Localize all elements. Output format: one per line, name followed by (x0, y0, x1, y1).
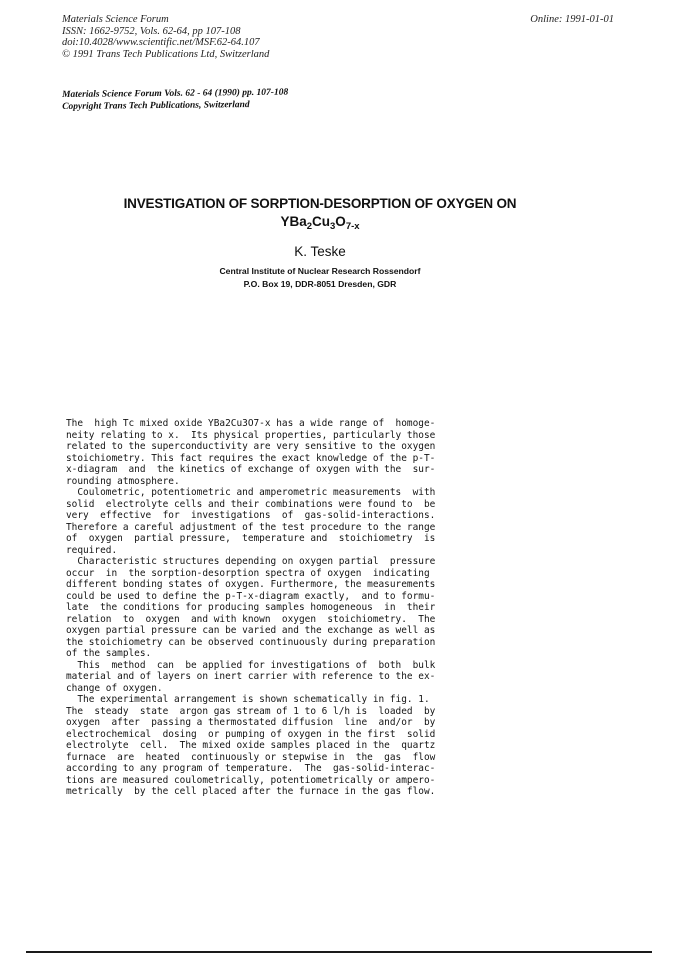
body-text-line: tions are measured coulometrically, potentiometrically or ampero- (66, 774, 436, 786)
paper-title-formula (0, 213, 640, 235)
body-text-line: of the samples. (66, 648, 152, 659)
body-text-line: solid electrolyte cells and their combinations were found to be (66, 498, 436, 510)
body-text-line: metrically by the cell placed after the furnace in the gas flow. (66, 786, 436, 797)
journal-reference (62, 88, 288, 113)
body-text-line: late the conditions for producing samples homogeneous in their (66, 602, 436, 613)
body-text-line: very effective for investigations of gas-solid-interactions. (66, 510, 436, 521)
body-text-line: could be used to define the p-T-x-diagram exactly, and to formu- (66, 590, 436, 602)
metadata-copyright: © 1991 Trans Tech Publications Ltd, Switzerland (62, 48, 270, 60)
journal-volume-line: Materials Science Forum Vols. 62 - 64 (1990) pp. 107-108 (62, 87, 289, 100)
bottom-rule (26, 951, 652, 953)
body-text-line: x-diagram and the kinetics of exchange of oxygen with the sur- (66, 464, 436, 475)
body-text-line: The steady state argon gas stream of 1 to 6 l/h is loaded by (66, 705, 436, 717)
online-date: Online: 1991-01-01 (530, 14, 614, 25)
body-text-line: the stoichiometry can be observed continuously during preparation (66, 636, 436, 648)
body-text-line: oxygen after passing a thermostated diffusion line and/or by (66, 717, 436, 728)
affiliation-institute: Central Institute of Nuclear Research Rossendorf (219, 266, 421, 276)
body-text-line: related to the superconductivity are very sensitive to the oxygen (66, 441, 436, 452)
body-text-line: different bonding states of oxygen. Furthermore, the measurements (66, 579, 436, 590)
body-text-line: oxygen partial pressure can be varied and the exchange as well as (66, 625, 436, 636)
formula-subscript: 3 (330, 221, 336, 232)
body-text-line: The high Tc mixed oxide YBa2Cu3O7-x has a wide range of homoge- (66, 418, 436, 429)
body-text (66, 418, 586, 798)
body-text-line: neity relating to x. Its physical properties, particularly those (66, 429, 436, 441)
body-text-line: The experimental arrangement is shown schematically in fig. 1. (66, 694, 430, 705)
formula-subscript: 7-x (345, 221, 360, 232)
body-text-line: Coulometric, potentiometric and amperometric measurements with (66, 487, 436, 498)
metadata-doi[interactable]: doi:10.4028/www.scientific.net/MSF.62-64.107 (62, 37, 260, 48)
body-text-line: occur in the sorption-desorption spectra of oxygen indicating (66, 567, 430, 579)
body-text-line: furnace are heated continuously or stepwise in the gas flow (66, 751, 436, 763)
journal-copyright-line: Copyright Trans Tech Publications, Switzerland (62, 99, 250, 112)
body-text-line: electrolyte cell. The mixed oxide samples placed in the quartz (66, 740, 436, 751)
paper-title: INVESTIGATION OF SORPTION-DESORPTION OF OXYGEN ON (123, 196, 517, 211)
metadata-journal-name: Materials Science Forum (62, 14, 169, 25)
body-text-line: Characteristic structures depending on oxygen partial pressure (66, 556, 436, 567)
body-text-line: according to any program of temperature. The gas-solid-interac- (66, 763, 436, 774)
formula-subscript: 2 (306, 221, 312, 232)
body-text-line: material and of layers on inert carrier with reference to the ex- (66, 671, 436, 682)
body-text-line: relation to oxygen and with known oxygen stoichiometry. The (66, 613, 436, 625)
formula-part: Cu (312, 214, 330, 229)
body-text-line: This method can be applied for investigations of both bulk (66, 659, 436, 671)
body-text-line: rounding atmosphere. (66, 475, 180, 487)
body-text-line: stoichiometry. This fact requires the exact knowledge of the p-T- (66, 452, 436, 464)
formula-part: YBa (280, 214, 307, 229)
author-name: K. Teske (294, 244, 346, 259)
publication-metadata (62, 14, 269, 60)
body-text-line: electrochemical dosing or pumping of oxygen in the first solid (66, 728, 436, 740)
body-text-line: of oxygen partial pressure, temperature and stoichiometry is (66, 533, 436, 544)
body-text-line: Therefore a careful adjustment of the test procedure to the range (66, 521, 436, 533)
body-text-line: change of oxygen. (66, 682, 163, 694)
affiliation-address: P.O. Box 19, DDR-8051 Dresden, GDR (243, 279, 397, 289)
body-text-line: required. (66, 544, 118, 556)
metadata-issn: ISSN: 1662-9752, Vols. 62-64, pp 107-108 (62, 25, 241, 37)
formula-part: O (335, 214, 346, 229)
